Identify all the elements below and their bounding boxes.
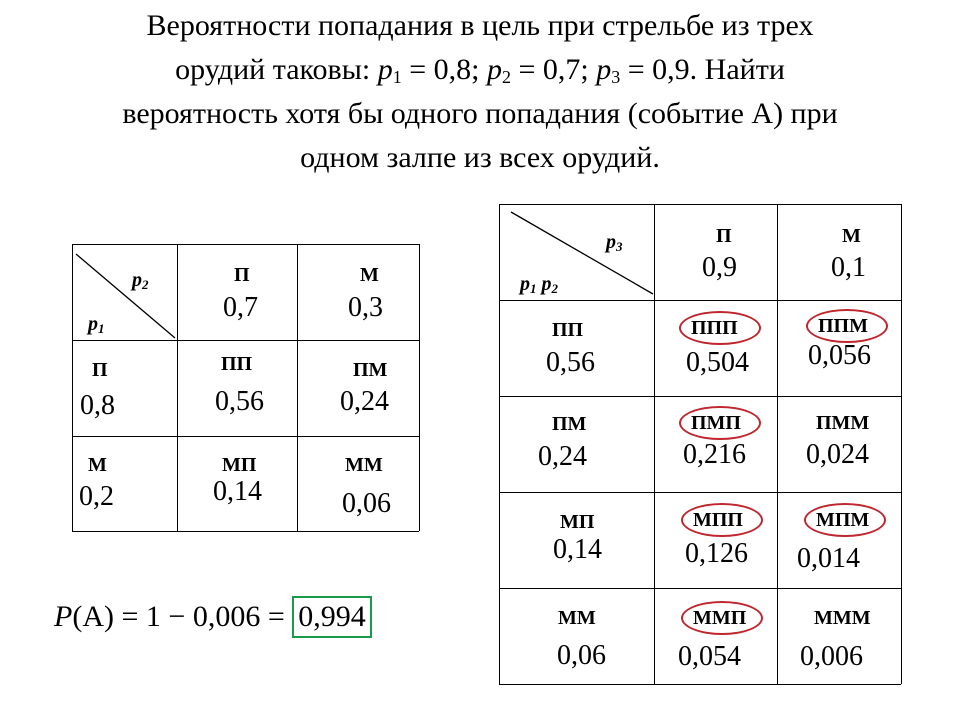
formula-lhs-arg: (A) — [72, 600, 114, 633]
cell-label: ПММ — [816, 412, 870, 434]
column-value: 0,7 — [223, 292, 258, 323]
table-line — [777, 204, 778, 684]
cell-label: МММ — [814, 607, 871, 629]
corner-label-p2: $p_2$ — [132, 269, 149, 292]
problem-statement — [20, 4, 940, 180]
cell-value: 0,504 — [686, 347, 749, 378]
cell-label: ММ — [345, 454, 383, 476]
formula-lhs: P — [54, 600, 73, 633]
cell-label: МП — [222, 454, 257, 476]
column-value: 0,9 — [702, 252, 737, 283]
statement-line-4: одном залпе из всех орудий. — [300, 141, 660, 174]
cell-value: 0,56 — [215, 386, 264, 417]
corner-label-p1: $p_1$ — [88, 313, 105, 336]
table-line — [419, 244, 420, 531]
table-line — [297, 244, 298, 531]
row-value: 0,06 — [557, 640, 606, 671]
column-label: П — [716, 225, 732, 247]
row-label: ПП — [552, 319, 584, 341]
cell-value: 0,024 — [806, 439, 869, 470]
cell-value: 0,06 — [342, 488, 391, 519]
cell-value: 0,216 — [683, 439, 746, 470]
column-label: М — [842, 225, 861, 247]
row-value: 0,8 — [80, 390, 115, 421]
column-label: М — [360, 264, 379, 286]
table-line — [499, 492, 901, 493]
row-label: П — [92, 359, 108, 381]
row-value: 0,2 — [79, 481, 114, 512]
table-line — [499, 684, 901, 685]
row-label: МП — [560, 511, 595, 533]
table-line — [901, 204, 902, 684]
cell-label: ППМ — [818, 315, 868, 337]
column-label: П — [234, 264, 250, 286]
cell-label: ПП — [221, 353, 253, 375]
statement-line-1: Вероятности попадания в цель при стрельбе из трех — [146, 9, 814, 42]
corner-label-p3: $p_3$ — [606, 231, 623, 254]
row-label: ПМ — [552, 413, 587, 435]
cell-label: МПП — [693, 509, 743, 531]
row-value: 0,14 — [553, 534, 602, 565]
row-value: 0,24 — [538, 441, 587, 472]
cell-value: 0,054 — [678, 641, 741, 672]
column-value: 0,1 — [831, 252, 866, 283]
cell-value: 0,014 — [797, 543, 860, 574]
cell-value: 0,126 — [685, 538, 748, 569]
table-line — [72, 436, 419, 437]
statement-line-3: вероятность хотя бы одного попадания (событие А) при — [122, 97, 838, 130]
cell-label: ППП — [691, 317, 738, 339]
cell-value: 0,24 — [340, 386, 389, 417]
row-label: ММ — [558, 607, 596, 629]
cell-label: ПМ — [353, 359, 388, 381]
cell-label: ММП — [693, 607, 747, 629]
table-line — [499, 396, 901, 397]
row-label: М — [88, 454, 107, 476]
table-line — [499, 588, 901, 589]
answer-value: 0,994 — [298, 600, 366, 633]
table-line — [72, 531, 419, 532]
statement-line-2: орудий таковы: $p_1 = 0,8$; $p_2 = 0,7$; $p_3 = 0,9$. Найти — [175, 53, 785, 87]
answer-formula — [54, 595, 372, 639]
column-value: 0,3 — [348, 292, 383, 323]
cell-label: ПМП — [691, 412, 741, 434]
corner-label-p1p2: $p_1$ $p_2$ — [520, 273, 558, 296]
cell-value: 0,14 — [213, 476, 262, 507]
cell-label: МПМ — [816, 509, 870, 531]
formula-middle: = 1 − 0,006 = — [113, 600, 293, 633]
answer-box — [292, 596, 372, 638]
cell-value: 0,006 — [800, 641, 863, 672]
cell-value: 0,056 — [808, 340, 871, 371]
row-value: 0,56 — [546, 347, 595, 378]
